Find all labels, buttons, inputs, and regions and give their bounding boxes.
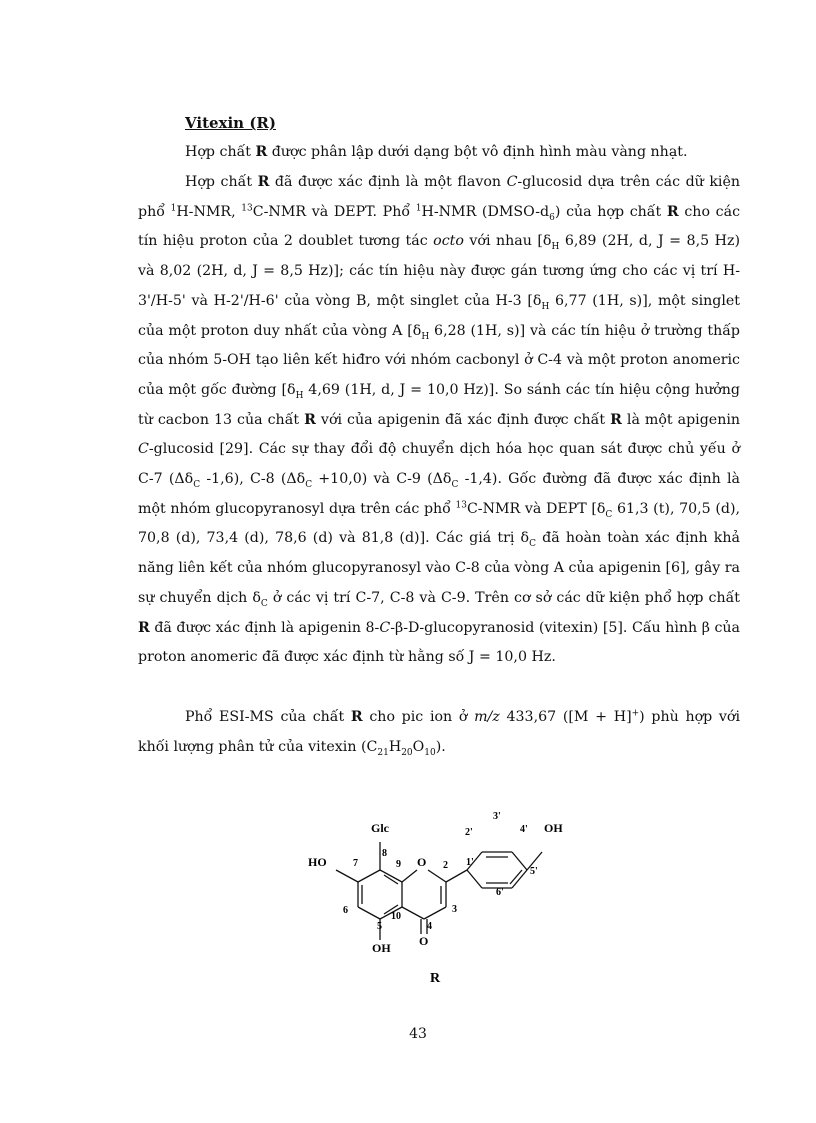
glc-label: Glc bbox=[371, 821, 389, 835]
atom-number-3p: 3' bbox=[493, 811, 501, 822]
page-number: 43 bbox=[409, 1026, 427, 1042]
section-heading: Vitexin (R) bbox=[185, 114, 276, 132]
atom-number-6: 6 bbox=[343, 905, 348, 916]
atom-number-8: 8 bbox=[382, 848, 387, 859]
compound-label: R bbox=[430, 971, 441, 986]
paragraph-isolation: Hợp chất R được phân lập dưới dạng bột vô định hình màu vàng nhạt. bbox=[185, 144, 688, 160]
atom-number-9: 9 bbox=[396, 859, 401, 870]
atom-number-3: 3 bbox=[452, 904, 457, 915]
atom-number-7: 7 bbox=[353, 858, 358, 869]
oh-right-label: OH bbox=[544, 821, 563, 835]
atom-number-2: 2 bbox=[443, 860, 448, 871]
atom-number-4: 4 bbox=[427, 921, 432, 932]
ho-left-label: HO bbox=[308, 855, 327, 869]
atom-number-2p: 2' bbox=[465, 827, 473, 838]
atom-number-10: 10 bbox=[391, 911, 401, 922]
ring-oxygen-label: O bbox=[417, 855, 427, 869]
paragraph-nmr-analysis: Hợp chất R đã được xác định là một flavon C-glucosid dựa trên các dữ kiện phổ $^1$H-NMR, $^{13}$C-NMR và DEPT. Phổ $^1$H-NMR $(DMSO-d_6)$ của hợp chất R cho các tín hiệu proton của 2 doublet tương tác octo với nhau [$\delta_H$ 6,89 (2H, d, J = 8,5 Hz) và 8,02 (2H, d, J = 8,5 Hz)]; các tín hiệu này được gán tương ứng cho các vị trí H-3'/H-5' và H-2'/H-6' của vòng B, một singlet của H-3 [$\delta_H$ 6,77 (1H, s)], một singlet của một proton duy nhất của vòng A [$\delta_H$ 6,28 (1H, s)] và các tín hiệu ở trường thấp của nhóm 5-OH tạo liên kết hiđro với nhóm cacbonyl ở C-4 và một proton anomeric của một gốc đường [$\delta_H$ 4,69 (1H, d, J = 10,0 Hz)]. So sánh các tín hiệu cộng hưởng từ cacbon 13 của chất R với của apigenin đã xác định được chất R là một apigenin C-glucosid [29]. Các sự thay đổi độ chuyển dịch hóa học quan sát được chủ yếu ở C-7 ($\Delta\delta_C$ -1,6), C-8 $(\Delta\delta_C +10,0)$ và C-9 ($\Delta\delta_C$ -1,4). Gốc đường đã được xác định là một nhóm glucopyranosyl dựa trên các phổ $^{13}$C-NMR và DEPT [$\delta_C$ 61,3 (t), 70,5 (d), 70,8 (d), 73,4 (d), 78,6 (d) và 81,8 (d)]. Các giá trị $\delta_C$ đã hoàn toàn xác định khả năng liên kết của nhóm glucopyranosyl vào C-8 của vòng A của apigenin [6], gây ra sự chuyển dịch $\delta_C$ ở các vị trí C-7, C-8 và C-9. Trên cơ sở các dữ kiện phổ hợp chất R đã được xác định là apigenin 8-C-β-D-glucopyranosid (vitexin) [5]. Cấu hình β của proton anomeric đã được xác định từ hằng số J = 10,0 Hz. bbox=[138, 174, 741, 666]
paragraph-mass-spectrum: Phổ ESI-MS của chất R cho pic ion ở m/z 433,67 ([M + H]+) phù hợp với khối lượng phân tử của vitexin $(C_{21}H_{20}O_{10})$. bbox=[138, 708, 740, 758]
structure-bonds bbox=[336, 842, 542, 940]
atom-number-5: 5 bbox=[377, 921, 382, 932]
atom-number-1p: 1' bbox=[466, 857, 474, 868]
carbonyl-oxygen-label: O bbox=[419, 934, 429, 948]
oh-bottom-label: OH bbox=[372, 941, 391, 955]
vitexin-structure-diagram bbox=[300, 806, 580, 986]
atom-number-6p: 6' bbox=[496, 887, 504, 898]
atom-number-4p: 4' bbox=[520, 824, 528, 835]
atom-number-5p: 5' bbox=[530, 866, 538, 877]
